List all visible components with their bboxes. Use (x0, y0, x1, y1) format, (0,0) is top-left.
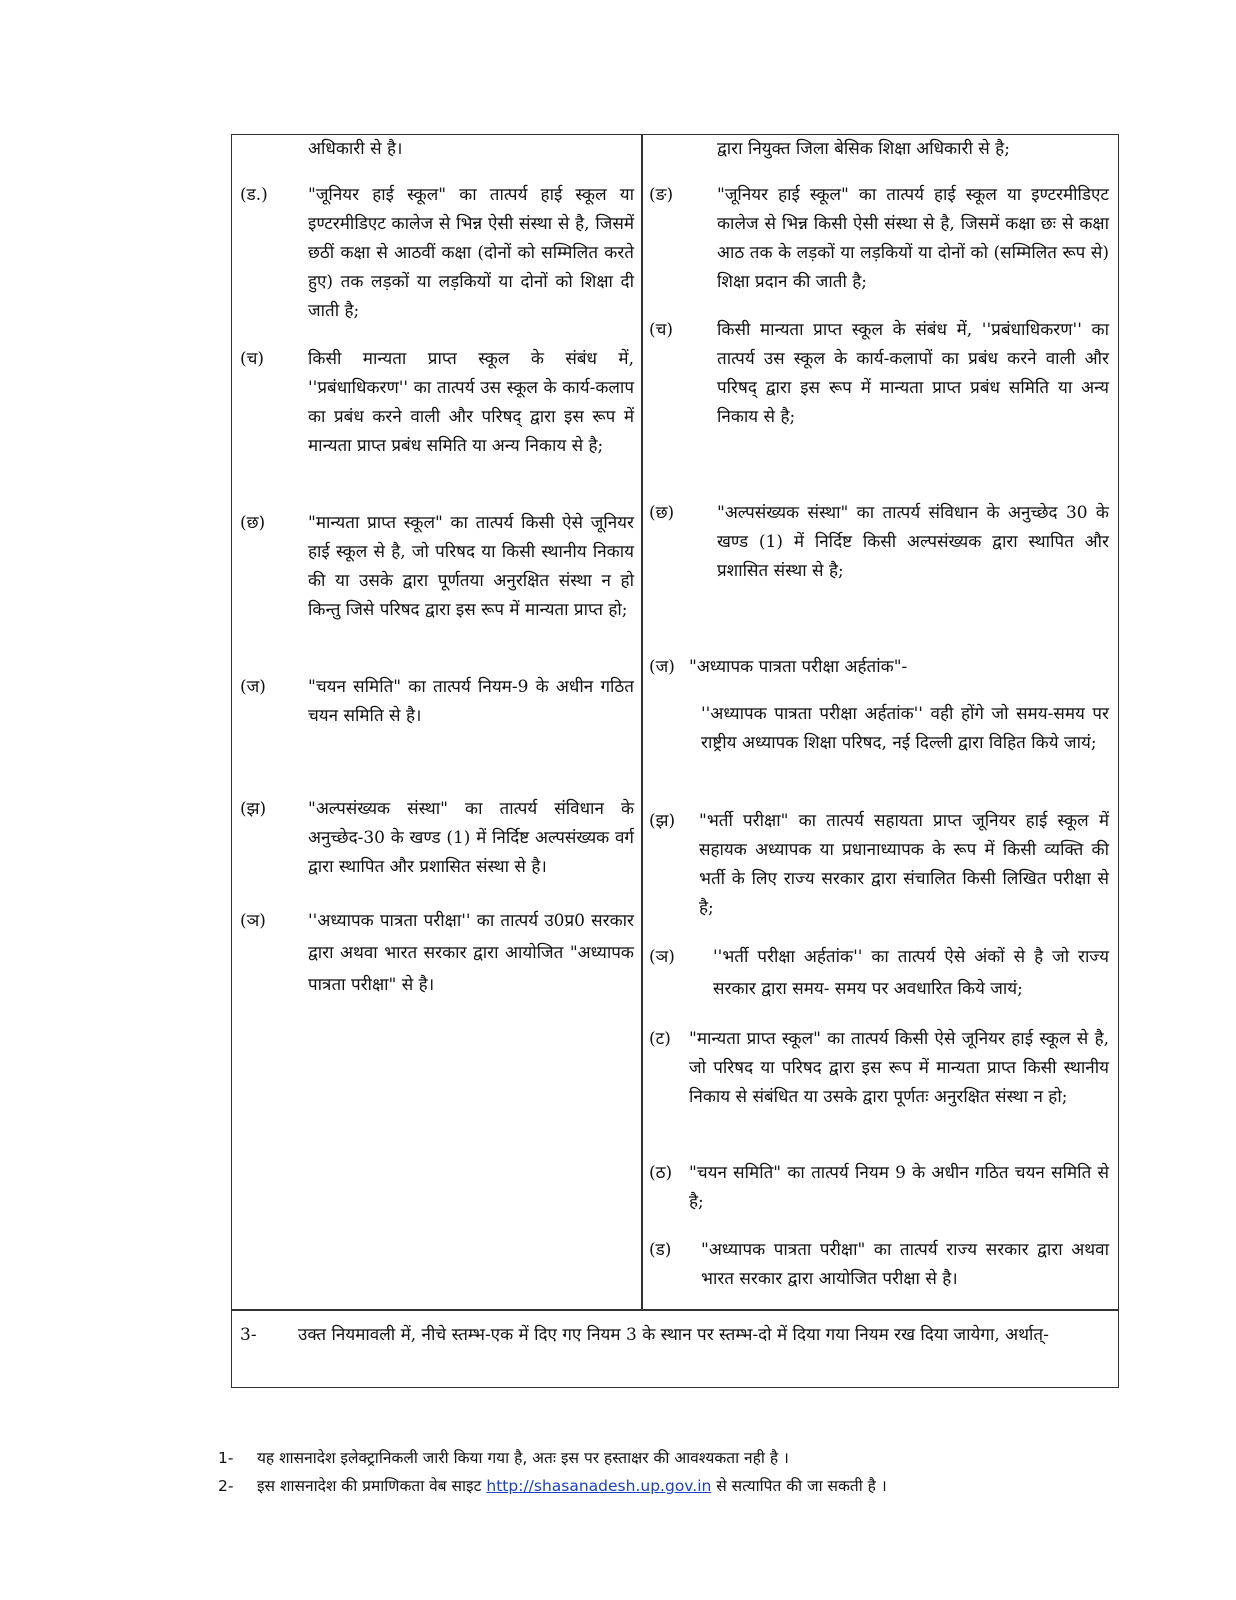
item-label: (झ) (240, 799, 267, 819)
left-item-ja (240, 673, 634, 731)
right-item-tha (649, 1159, 1109, 1217)
item-label: (ञ) (240, 911, 266, 931)
left-continuation-text: अधिकारी से है। (308, 139, 403, 159)
right-item-nga (649, 181, 1109, 297)
left-item-jha (240, 795, 634, 882)
item-text: "अध्यापक पात्रता परीक्षा" का तात्पर्य राज्य सरकार द्वारा अथवा भारत सरकार द्वारा आयोजित परीक्षा से है। (701, 1240, 1109, 1289)
footnote-text: इस शासनादेश की प्रमाणिकता वेब साइट (256, 1477, 482, 1495)
item-text: "अध्यापक पात्रता परीक्षा अर्हतांक"- (689, 657, 908, 677)
right-item-ja (649, 653, 1109, 682)
item-label: (झ) (649, 811, 676, 831)
footnotes (218, 1444, 1118, 1500)
item-label: (ञ) (649, 947, 675, 967)
item-label: (ङ) (649, 185, 674, 205)
item-label: (च) (240, 349, 265, 369)
rules-comparison-table (231, 134, 1119, 1388)
right-continuation-text: द्वारा नियुक्त जिला बेसिक शिक्षा अधिकारी से है; (717, 139, 1010, 159)
left-item-nya (240, 905, 634, 1001)
left-item-e (240, 181, 634, 326)
item-text: "जूनियर हाई स्कूल" का तात्पर्य हाई स्कूल या इण्टरमीडिएट कालेज से भिन्न ऐसी संस्था से है, जिसमें छठीं कक्षा से आठवीं कक्षा (दोनों को सम्मिलित करते हुए) तक लड़कों या लड़कियों या दोनों को शिक्षा दी जाती है; (308, 185, 634, 321)
clause-text: उक्त नियमावली में, नीचे स्तम्भ-एक में दिए गए नियम 3 के स्थान पर स्तम्भ-दो में दिया गया नियम रख दिया जायेगा, अर्थात्- (298, 1325, 1049, 1345)
website-link[interactable]: http://shasanadesh.up.gov.in (486, 1477, 712, 1495)
clause-3 (240, 1321, 1110, 1350)
item-label: (छ) (240, 513, 266, 533)
footnote-text: यह शासनादेश इलेक्ट्रानिकली जारी किया गया है, अतः इस पर हस्ताक्षर की आवश्यकता नही है । (256, 1449, 789, 1467)
item-text: "मान्यता प्राप्त स्कूल" का तात्पर्य किसी ऐसे जूनियर हाई स्कूल से है, जो परिषद या परिषद द्वारा इस रूप में मान्यता प्राप्त किसी स्थानीय निकाय से संबंधित या उसके द्वारा पूर्णतः अनुरक्षित संस्था न हो; (689, 1029, 1109, 1107)
column-divider (641, 135, 643, 1309)
row-divider (232, 1309, 1118, 1311)
item-label: (ज) (240, 677, 266, 697)
footnote-2 (218, 1472, 1118, 1500)
right-item-nya (649, 941, 1109, 1005)
left-item-cha (240, 345, 634, 461)
item-text: किसी मान्यता प्राप्त स्कूल के संबंध में, ''प्रबंधाधिकरण'' का तात्पर्य उस स्कूल के कार्य-कलाप का प्रबंध करने वाली और परिषद् द्वारा इस रूप में मान्यता प्राप्त प्रबंध समिति या अन्य निकाय से है; (308, 349, 634, 456)
item-text: "चयन समिति" का तात्पर्य नियम-9 के अधीन गठित चयन समिति से है। (308, 677, 634, 726)
item-text: "अल्पसंख्यक संस्था" का तात्पर्य संविधान के अनुच्छेद 30 के खण्ड (1) में निर्दिष्ट किसी अल्पसंख्यक द्वारा स्थापित और प्रशासित संस्था से है; (717, 503, 1109, 581)
item-text: "मान्यता प्राप्त स्कूल" का तात्पर्य किसी ऐसे जूनियर हाई स्कूल से है, जो परिषद या किसी स्थानीय निकाय की या उसके द्वारा पूर्णतया अनुरक्षित संस्था न हो किन्तु जिसे परिषद द्वारा इस रूप में मान्यता प्राप्त हो; (308, 513, 634, 620)
item-text: किसी मान्यता प्राप्त स्कूल के संबंध में, ''प्रबंधाधिकरण'' का तात्पर्य उस स्कूल के कार्य-कलापों का प्रबंध करने वाली और परिषद् द्वारा इस रूप में मान्यता प्राप्त प्रबंध समिति या अन्य निकाय से है; (717, 320, 1109, 427)
item-text: "अल्पसंख्यक संस्था" का तात्पर्य संविधान के अनुच्छेद-30 के खण्ड (1) में निर्दिष्ट अल्पसंख्यक वर्ग द्वारा स्थापित और प्रशासित संस्था से है। (308, 799, 634, 877)
item-label: (ट) (649, 1029, 671, 1049)
right-item-cha (649, 316, 1109, 432)
item-label: (ड) (649, 1240, 672, 1260)
footnote-number: 1- (218, 1449, 234, 1467)
right-item-da (649, 1236, 1109, 1294)
item-text: "चयन समिति" का तात्पर्य नियम 9 के अधीन गठित चयन समिति से है; (689, 1163, 1109, 1212)
left-item-chha (240, 509, 634, 625)
item-text: ''भर्ती परीक्षा अर्हतांक'' का तात्पर्य ऐसे अंकों से है जो राज्य सरकार द्वारा समय- समय पर अवधारित किये जायं; (713, 947, 1109, 999)
item-text: "जूनियर हाई स्कूल" का तात्पर्य हाई स्कूल या इण्टरमीडिएट कालेज से भिन्न किसी ऐसी संस्था से है, जिसमें कक्षा छः से कक्षा आठ तक के लड़कों या लड़कियों या दोनों को (सम्मिलित रूप से) शिक्षा प्रदान की जाती है; (717, 185, 1109, 292)
footnote-number: 2- (218, 1477, 234, 1495)
item-text: "भर्ती परीक्षा" का तात्पर्य सहायता प्राप्त जूनियर हाई स्कूल में सहायक अध्यापक या प्रधानाध्यापक के रूप में किसी व्यक्ति की भर्ती के लिए राज्य सरकार द्वारा संचालित किसी लिखित परीक्षा से है; (699, 811, 1109, 918)
item-label: (छ) (649, 503, 675, 523)
item-label: (ठ) (649, 1163, 673, 1183)
item-label: (च) (649, 320, 674, 340)
item-label: (ज) (649, 657, 675, 677)
right-item-ta (649, 1025, 1109, 1112)
footnote-text-end: से सत्यापित की जा सकती है । (716, 1477, 887, 1495)
right-item-ja-detail (649, 700, 1109, 758)
right-item-jha (649, 807, 1109, 923)
right-item-chha (649, 499, 1109, 586)
clause-number: 3- (240, 1325, 257, 1345)
footnote-1 (218, 1444, 1118, 1472)
item-text: ''अध्यापक पात्रता परीक्षा अर्हतांक'' वही होंगे जो समय-समय पर राष्ट्रीय अध्यापक शिक्षा परिषद, नई दिल्ली द्वारा विहित किये जायं; (701, 704, 1109, 753)
item-label: (ड.) (240, 185, 268, 205)
item-text: ''अध्यापक पात्रता परीक्षा'' का तात्पर्य उ0प्र0 सरकार द्वारा अथवा भारत सरकार द्वारा आयोजित "अध्यापक पात्रता परीक्षा" से है। (308, 911, 634, 995)
